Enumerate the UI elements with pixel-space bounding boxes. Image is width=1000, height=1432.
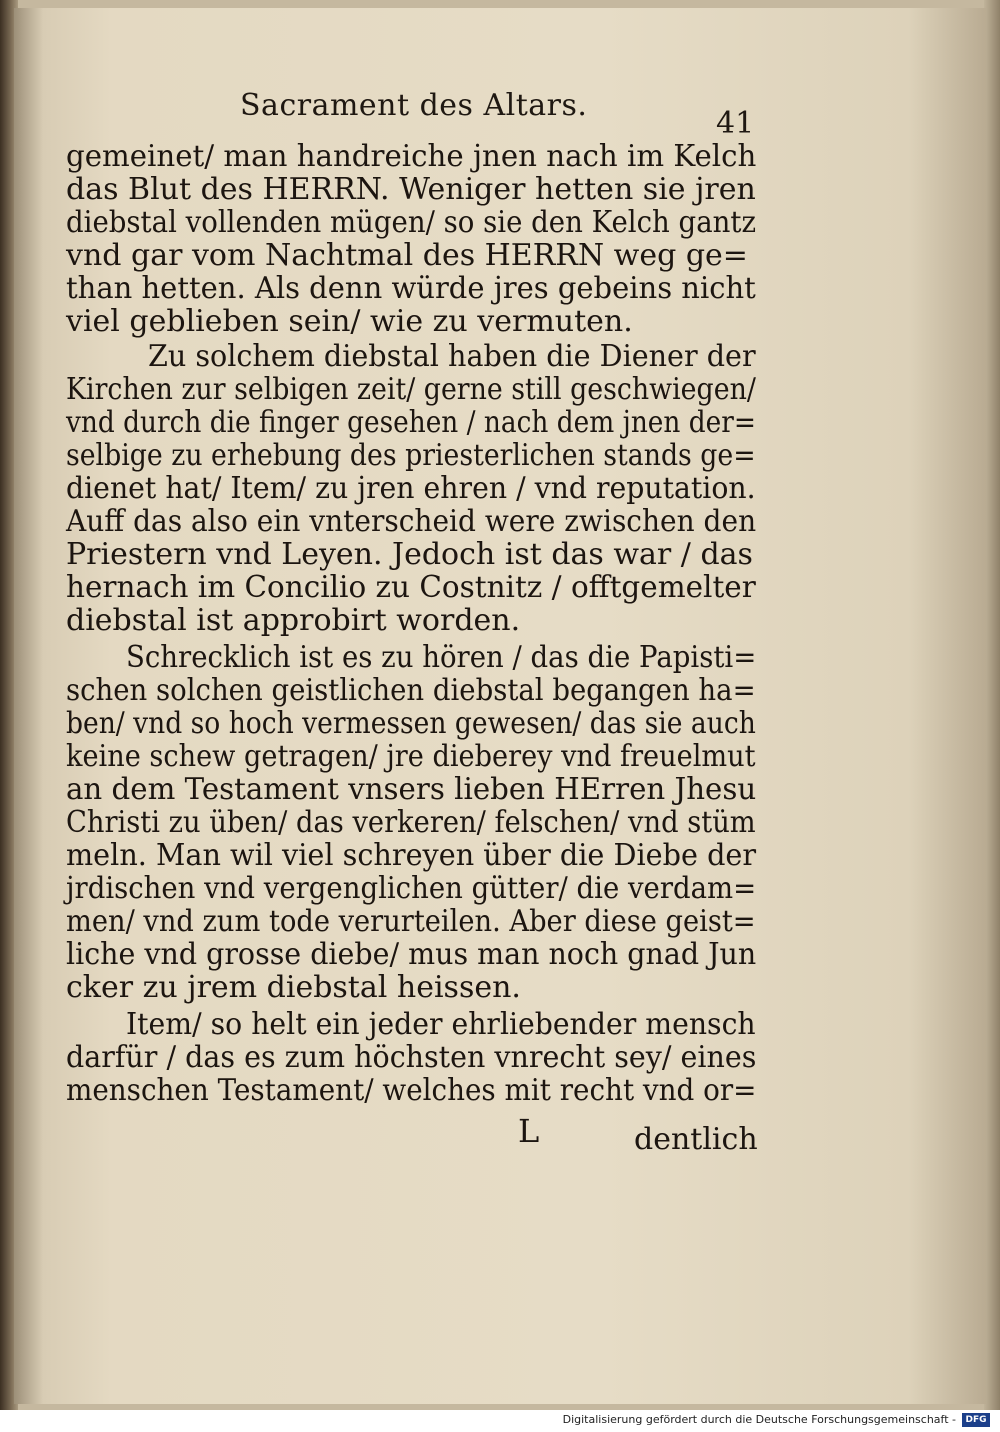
text-line: schen solchen geistlichen diebstal begangen ha=	[66, 673, 756, 708]
text-line: Item/ so helt ein jeder ehrliebender mensch	[126, 1007, 756, 1042]
text-line: Kirchen zur selbigen zeit/ gerne still geschwiegen/	[66, 372, 756, 407]
text-line: meln. Man wil viel schreyen über die Diebe der	[66, 838, 757, 873]
dfg-logo: DFG	[962, 1413, 990, 1427]
text-line: das Blut des HERRN. Weniger hetten sie jren	[66, 172, 756, 207]
text-line: vnd durch die finger gesehen / nach dem jnen der=	[66, 405, 756, 440]
page-edge	[984, 0, 1000, 1410]
text-line: gemeinet/ man handreiche jnen nach im Kelch	[66, 139, 757, 174]
text-line: viel geblieben sein/ wie zu vermuten.	[66, 304, 633, 339]
text-line: Christi zu üben/ das verkeren/ felschen/ vnd stüm	[66, 805, 756, 840]
funding-credit: Digitalisierung gefördert durch die Deutsche Forschungsgemeinschaft -	[562, 1413, 956, 1426]
text-line: jrdischen vnd vergenglichen gütter/ die verdam=	[66, 871, 757, 906]
text-line: darfür / das es zum höchsten vnrecht sey/ eines	[66, 1040, 757, 1075]
text-line: Priestern vnd Leyen. Jedoch ist das war / das	[66, 537, 753, 572]
text-line: diebstal ist approbirt worden.	[66, 603, 521, 638]
text-line: diebstal vollenden mügen/ so sie den Kelch gantz	[66, 205, 756, 240]
text-line: Zu solchem diebstal haben die Diener der	[148, 339, 756, 374]
text-line: an dem Testament vnsers lieben HErren Jhesu	[66, 772, 757, 807]
page-number: 41	[716, 106, 755, 141]
text-line: than hetten. Als denn würde jres gebeins nicht	[66, 271, 756, 306]
running-head: Sacrament des Altars.	[240, 88, 588, 123]
text-line: keine schew getragen/ jre dieberey vnd freuelmut	[66, 739, 756, 774]
text-line: vnd gar vom Nachtmal des HERRN weg ge=	[66, 238, 748, 273]
text-line: ben/ vnd so hoch vermessen gewesen/ das sie auch	[66, 706, 756, 741]
text-line: Auff das also ein vnterscheid were zwischen den	[66, 504, 757, 539]
text-line: men/ vnd zum tode verurteilen. Aber diese geist=	[66, 904, 756, 939]
text-line: liche vnd grosse diebe/ mus man noch gnad Jun	[66, 937, 757, 972]
catchword: dentlich	[634, 1122, 758, 1157]
signature-mark: L	[518, 1112, 540, 1150]
text-line: cker zu jrem diebstal heissen.	[66, 970, 521, 1005]
text-line: selbige zu erhebung des priesterlichen stands ge=	[66, 438, 756, 473]
text-line: dienet hat/ Item/ zu jren ehren / vnd reputation.	[66, 471, 756, 506]
text-line: Schrecklich ist es zu hören / das die Papisti=	[126, 640, 757, 675]
text-line: menschen Testament/ welches mit recht vnd or=	[66, 1073, 757, 1108]
text-line: hernach im Concilio zu Costnitz / offtgemelter	[66, 570, 756, 605]
